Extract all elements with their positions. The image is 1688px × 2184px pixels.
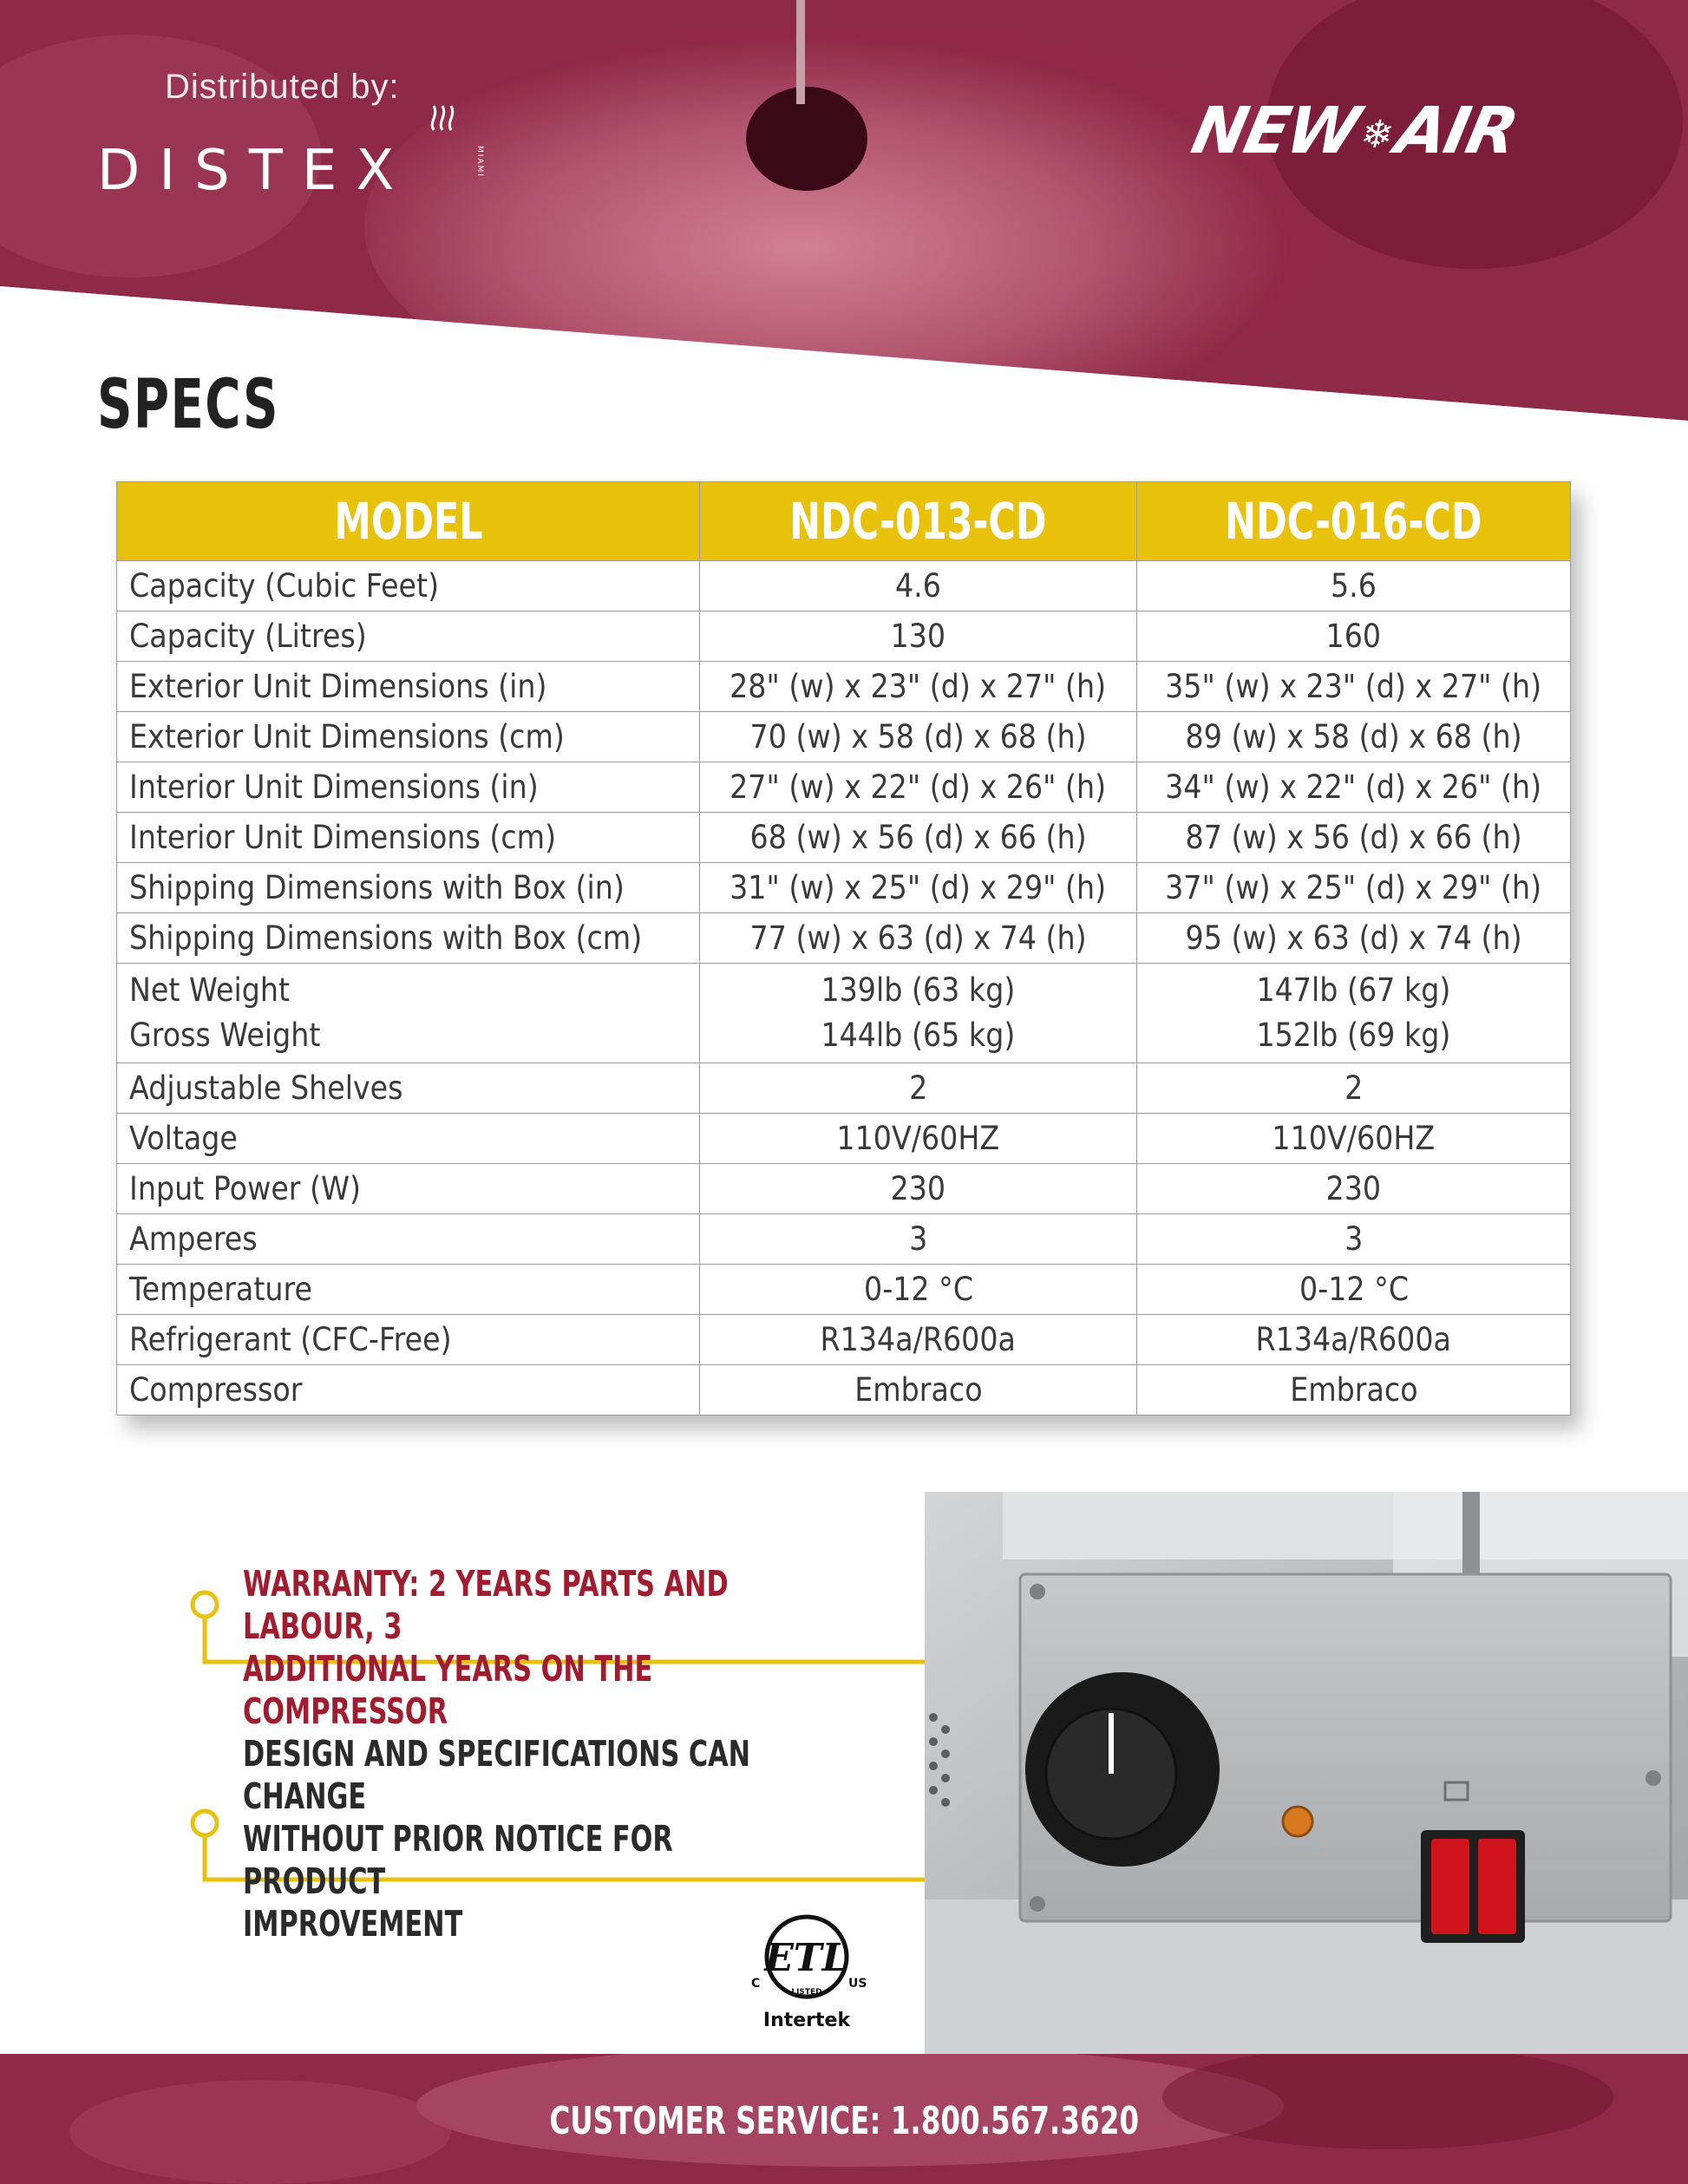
table-row <box>117 762 1571 813</box>
distributed-by-label: Distributed by: <box>165 68 400 106</box>
cell-value: 230 <box>890 1169 946 1207</box>
table-row-weight <box>117 964 1571 1063</box>
table-row <box>117 913 1571 964</box>
row-label: Adjustable Shelves <box>129 1069 403 1107</box>
table-row <box>117 1265 1571 1315</box>
cell-value: 230 <box>1325 1169 1382 1207</box>
header-model-a: NDC-013-CD <box>699 482 1136 561</box>
table-row <box>117 611 1571 662</box>
etl-certification-mark <box>737 1906 876 2037</box>
row-label: Exterior Unit Dimensions (in) <box>129 667 547 705</box>
cell-value: 37" (w) x 25" (d) x 29" (h) <box>1165 868 1542 906</box>
cell-value: Embraco <box>854 1370 983 1409</box>
table-row <box>117 1214 1571 1265</box>
cell-value: 130 <box>890 617 946 655</box>
warranty-note <box>243 1563 756 1733</box>
design-line: IMPROVEMENT <box>243 1903 463 1945</box>
cell-value: 34" (w) x 22" (d) x 26" (h) <box>1165 768 1542 806</box>
cell-value: 110V/60HZ <box>1272 1119 1436 1157</box>
intertek-label: Intertek <box>762 2010 851 2031</box>
cell-value: 87 (w) x 56 (d) x 66 (h) <box>1185 818 1522 856</box>
row-label: Shipping Dimensions with Box (cm) <box>129 919 643 957</box>
table-row <box>117 1114 1571 1164</box>
cell-value: 2 <box>1344 1069 1364 1107</box>
steam-icon <box>425 99 460 134</box>
cell-value: 27" (w) x 22" (d) x 26" (h) <box>730 768 1107 806</box>
etl-mark-listed: LISTED <box>791 1988 822 1997</box>
table-row <box>117 1164 1571 1214</box>
cell-value: 77 (w) x 63 (d) x 74 (h) <box>749 919 1087 957</box>
table-row <box>117 1063 1571 1114</box>
cell-value: 68 (w) x 56 (d) x 66 (h) <box>749 818 1087 856</box>
row-label-gross-weight: Gross Weight <box>129 1017 321 1054</box>
row-label: Input Power (W) <box>129 1169 361 1207</box>
cell-value: R134a/R600a <box>820 1320 1017 1358</box>
cell-value: R134a/R600a <box>1255 1320 1452 1358</box>
cell-value: 70 (w) x 58 (d) x 68 (h) <box>749 717 1087 755</box>
table-row <box>117 863 1571 913</box>
cell-value: 31" (w) x 25" (d) x 29" (h) <box>730 868 1107 906</box>
row-label: Exterior Unit Dimensions (cm) <box>129 717 565 755</box>
cell-value: 147lb (67 kg) <box>1256 971 1451 1009</box>
row-label: Amperes <box>129 1220 258 1258</box>
table-row <box>117 1315 1571 1365</box>
page-title: SPECS <box>97 366 279 444</box>
etl-mark-c: C <box>751 1977 761 1991</box>
cell-value: 2 <box>908 1069 928 1107</box>
snowflake-icon: ❄ <box>1356 112 1397 157</box>
row-label: Temperature <box>129 1270 312 1308</box>
brand-logo <box>1186 94 1523 168</box>
cell-value: 89 (w) x 58 (d) x 68 (h) <box>1185 717 1522 755</box>
header-model: MODEL <box>117 482 700 561</box>
row-label: Refrigerant (CFC-Free) <box>129 1320 452 1358</box>
table-row <box>117 662 1571 712</box>
cell-value: 0-12 °C <box>863 1270 973 1308</box>
cell-value: 35" (w) x 23" (d) x 27" (h) <box>1165 667 1542 705</box>
brand-logo-right: AIR <box>1389 94 1523 168</box>
etl-mark-text: ETL <box>764 1936 849 1980</box>
header-model-b: NDC-016-CD <box>1137 482 1571 561</box>
cell-value: 3 <box>908 1220 928 1258</box>
row-label: Compressor <box>129 1370 303 1409</box>
design-line: WITHOUT PRIOR NOTICE FOR PRODUCT <box>243 1818 673 1902</box>
distributor-logo: DISTEX <box>97 139 414 203</box>
table-row <box>117 561 1571 611</box>
spec-table <box>116 481 1571 1416</box>
row-label: Shipping Dimensions with Box (in) <box>129 868 625 906</box>
cell-value: 4.6 <box>895 566 942 605</box>
cell-value: 28" (w) x 23" (d) x 27" (h) <box>730 667 1107 705</box>
cell-value: Embraco <box>1289 1370 1418 1409</box>
cell-value: 0-12 °C <box>1299 1270 1409 1308</box>
row-label: Capacity (Litres) <box>129 617 367 655</box>
cell-value: 5.6 <box>1331 566 1377 605</box>
distributor-logo-sub: MIAMI <box>475 146 484 178</box>
cell-value: 3 <box>1344 1220 1364 1258</box>
cell-value: 110V/60HZ <box>836 1119 1000 1157</box>
design-line: DESIGN AND SPECIFICATIONS CAN CHANGE <box>243 1733 751 1817</box>
cell-value: 160 <box>1325 617 1382 655</box>
table-row <box>117 712 1571 762</box>
table-row <box>117 1365 1571 1416</box>
row-label: Voltage <box>129 1119 238 1157</box>
cell-value: 144lb (65 kg) <box>821 1017 1016 1054</box>
brand-logo-left: NEW <box>1185 94 1365 168</box>
warranty-line: ADDITIONAL YEARS ON THE COMPRESSOR <box>243 1648 653 1732</box>
cell-value: 139lb (63 kg) <box>821 971 1016 1009</box>
row-label: Interior Unit Dimensions (in) <box>129 768 539 806</box>
row-label: Interior Unit Dimensions (cm) <box>129 818 557 856</box>
row-label-net-weight: Net Weight <box>129 971 291 1009</box>
table-row <box>117 813 1571 863</box>
warranty-line: WARRANTY: 2 YEARS PARTS AND LABOUR, 3 <box>243 1563 729 1647</box>
customer-service-phone: CUSTOMER SERVICE: 1.800.567.3620 <box>549 2099 1139 2143</box>
etl-mark-us: US <box>848 1977 867 1991</box>
design-note <box>243 1733 756 1945</box>
product-photo <box>925 1492 1688 2056</box>
cell-value: 152lb (69 kg) <box>1256 1017 1451 1054</box>
table-header-row <box>117 482 1571 561</box>
cell-value: 95 (w) x 63 (d) x 74 (h) <box>1185 919 1522 957</box>
row-label: Capacity (Cubic Feet) <box>129 566 440 605</box>
